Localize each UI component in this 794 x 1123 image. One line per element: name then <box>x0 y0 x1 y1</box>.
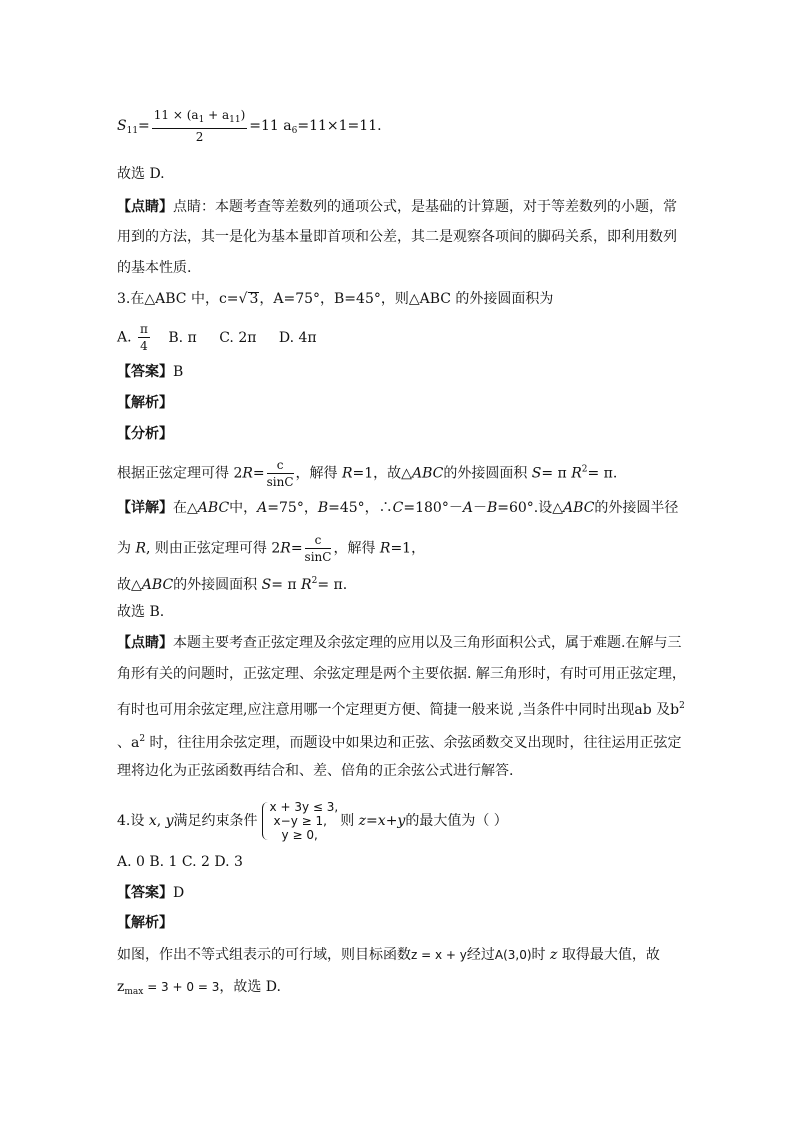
d3-r: R <box>301 577 312 593</box>
d1-b: 中， <box>229 500 258 516</box>
q4-solution-line2 <box>117 978 281 1001</box>
detail-tag: 【详解】 <box>117 500 173 516</box>
s11-symbol: S <box>117 118 127 134</box>
sol1-z: z <box>549 947 558 963</box>
q4-e: + <box>385 813 398 829</box>
d1-C: C <box>392 500 404 516</box>
option-d: D. 4π <box>278 329 317 346</box>
c-over-sinc-2 <box>305 533 332 564</box>
d2-r3: R <box>379 540 391 557</box>
q4-b: 满足约束条件 <box>173 813 258 829</box>
d1-B2: B <box>486 500 498 516</box>
q4-z: z <box>358 813 367 829</box>
d2-r2: R <box>280 540 291 557</box>
fx-c: =1，故△ <box>352 465 412 482</box>
d1-A: A <box>257 500 268 516</box>
sol1-b: 经过 <box>466 947 495 963</box>
fx-sq: 2 <box>581 464 588 475</box>
sum-fraction <box>152 108 248 144</box>
q4-answer-value: D <box>173 885 185 901</box>
d3-d: = π. <box>317 577 348 593</box>
num-sub-11: 11 <box>229 115 241 125</box>
answer-value: B <box>173 364 184 380</box>
tip3-tag: 【点睛】 <box>117 635 173 651</box>
q3-tip-line3 <box>117 697 685 719</box>
q4-answer <box>117 884 184 902</box>
q3-fenxi-tag: 【分析】 <box>117 426 173 442</box>
eq-rest-a: =11 a <box>249 118 292 134</box>
d1-A2: A <box>462 500 473 516</box>
tip4-a: 、 <box>117 735 131 751</box>
d3-b: 的外接圆面积 <box>173 577 262 593</box>
q3-analysis-tag: 【解析】 <box>117 395 173 411</box>
d2-b: , 则由正弦定理可得 2 <box>146 540 281 557</box>
q3-tip-line2: 角形有关的问题时，正弦定理、余弦定理是两个主要依据. 解三角形时，有时可用正弦定理， <box>117 666 686 682</box>
tip3-b2: b <box>670 702 680 718</box>
sol1-d: 取得最大值，故 <box>557 947 660 963</box>
fx-r3: R <box>571 465 582 482</box>
num-sub-1: 1 <box>198 115 205 125</box>
d1-d: =45°，∴ <box>328 500 393 516</box>
sqrt-symbol: √ <box>238 291 248 307</box>
num-part-c: ) <box>240 108 246 122</box>
d1-c: =75°， <box>267 500 318 516</box>
q3-detail-line2 <box>117 533 425 564</box>
sol2-sub: max <box>124 987 144 997</box>
d2-a: 为 <box>117 540 136 557</box>
d3-c: = π <box>271 577 302 593</box>
d3-a: 故△ <box>117 577 142 593</box>
tip3-3a: 有时也可用余弦定理,应注意用哪一个定理更方便、简捷一般来说 ,当条件中同时出现 <box>117 702 635 718</box>
q4-x2: x <box>377 813 386 829</box>
q2-tip-line1 <box>117 198 677 216</box>
q4-d: = <box>366 813 378 829</box>
fx-d: 的外接圆面积 <box>443 465 532 482</box>
sol2-a: = 3 + 0 = 3 <box>143 980 220 994</box>
sol2-b: ，故选 D. <box>219 979 281 995</box>
sol1-pt: A(3,0) <box>494 948 532 962</box>
d2-e: =1， <box>390 540 426 557</box>
q4-c: 则 <box>340 813 359 829</box>
opt-a-den: 4 <box>140 339 148 353</box>
sol1-c: 时 <box>531 947 550 963</box>
constraint-system <box>260 800 339 842</box>
q4-comma: , <box>156 813 166 829</box>
tip4-sup: 2 <box>139 734 146 744</box>
fx-r: R <box>242 465 253 482</box>
tip4-a2: a <box>131 735 140 751</box>
tip3-sup: 2 <box>679 701 685 711</box>
sol2-z: z <box>117 979 125 995</box>
sol1-expr: z = x + y <box>411 948 467 962</box>
q3-tip-line1 <box>117 634 681 652</box>
equals-sign: = <box>138 118 150 134</box>
d2-den: sinC <box>304 550 332 564</box>
q4-x: x <box>148 813 157 829</box>
q3-choose: 故选 B. <box>117 604 165 620</box>
q3-detail-line3 <box>117 572 347 594</box>
sqrt-radicand: 3 <box>249 291 259 307</box>
c-over-sinc <box>267 458 294 489</box>
answer-tag: 【答案】 <box>117 364 173 380</box>
fx-abc: ABC <box>411 465 444 482</box>
d2-c: = <box>290 540 303 557</box>
d1-abc2: ABC <box>563 500 595 516</box>
a6-subscript: 6 <box>291 126 298 136</box>
num-part-b: + a <box>204 108 230 122</box>
fx-num: c <box>267 458 294 474</box>
fx-f: = π. <box>587 465 618 482</box>
tip3-ab: ab <box>634 702 652 718</box>
d1-abc: ABC <box>197 500 230 516</box>
tip-tag: 【点睛】 <box>117 199 173 215</box>
s11-subscript: 11 <box>126 126 139 136</box>
q3-tip-line4 <box>117 730 682 752</box>
tip4-b: 时，往往用余弦定理，而题设中如果边和正弦、余弦函数交叉出现时，往往运用正弦定 <box>145 735 682 751</box>
d1-g: =60°.设△ <box>497 500 564 516</box>
q2-tip-line3: 的基本性质. <box>117 260 192 276</box>
constraint-1: x + 3y ≤ 3, <box>269 800 339 814</box>
option-a-label: A. <box>117 329 132 346</box>
q2-tip-line2: 用到的方法，其一是化为基本量即首项和公差，其二是观察各项间的脚码关系，即利用数列 <box>117 229 677 245</box>
q3-detail-line1 <box>117 499 678 517</box>
q4-solution-line1 <box>117 946 660 964</box>
tip3-1: 本题主要考查正弦定理及余弦定理的应用以及三角形面积公式，属于难题.在解与三 <box>173 635 682 651</box>
d1-h: 的外接圆半径 <box>594 500 679 516</box>
num-part-a: 11 × (a <box>153 108 199 122</box>
fx-den: sinC <box>266 475 294 489</box>
q4-stem <box>117 800 508 842</box>
q3-tip-line5: 理将边化为正弦函数再结合和、差、倍角的正余弦公式进行解答. <box>117 763 514 779</box>
tip3-3b: 及 <box>651 702 671 718</box>
q3-options <box>117 322 317 353</box>
q3-stem-b: ，A=75°，B=45°，则△ABC 的外接圆面积为 <box>259 291 554 307</box>
fx-e: = π <box>541 465 572 482</box>
constraint-2: x−y ≥ 1, <box>273 814 327 828</box>
opt-a-num: π <box>140 322 148 336</box>
q3-answer <box>117 363 183 381</box>
q3-fenxi-line <box>117 458 617 489</box>
q2-choose: 故选 D. <box>117 166 165 182</box>
q4-f: 的最大值为（ ） <box>405 813 508 829</box>
tip-text: 点睛：本题考查等差数列的通项公式，是基础的计算题，对于等差数列的小题，常 <box>173 199 677 215</box>
q4-a: 4.设 <box>117 813 149 829</box>
fx-eq: = <box>252 465 265 482</box>
constraint-3: y ≥ 0, <box>281 828 318 842</box>
d1-a: 在△ <box>173 500 198 516</box>
d2-d: ，解得 <box>333 540 380 557</box>
fx-b: ，解得 <box>295 465 342 482</box>
q4-y: y <box>165 813 174 829</box>
q3-stem-a: 3.在△ABC 中，c= <box>117 291 239 307</box>
fx-s: S <box>531 465 542 482</box>
fraction-numerator <box>152 108 248 129</box>
d2-num: c <box>305 533 332 549</box>
s11-equation <box>117 108 382 144</box>
d3-sq: 2 <box>311 576 318 586</box>
eq-rest-b: =11×1=11. <box>297 118 382 134</box>
d1-f: － <box>472 500 487 516</box>
d1-B: B <box>317 500 329 516</box>
fx-a: 根据正弦定理可得 2 <box>117 465 243 482</box>
d3-abc: ABC <box>141 577 174 593</box>
q4-y2: y <box>397 813 406 829</box>
d3-s: S <box>261 577 272 593</box>
option-b: B. π <box>168 329 197 346</box>
q4-analysis-tag: 【解析】 <box>117 915 173 931</box>
q3-stem <box>117 290 553 308</box>
sol1-a: 如图，作出不等式组表示的可行域，则目标函数 <box>117 947 411 963</box>
fx-r2: R <box>342 465 353 482</box>
option-c: C. 2π <box>219 329 257 346</box>
d1-e: =180°－ <box>403 500 463 516</box>
q4-options: A. 0 B. 1 C. 2 D. 3 <box>117 854 243 870</box>
q4-answer-tag: 【答案】 <box>117 885 173 901</box>
d2-r: R <box>135 540 146 557</box>
option-a-fraction <box>138 322 150 353</box>
fraction-denominator: 2 <box>195 130 204 144</box>
